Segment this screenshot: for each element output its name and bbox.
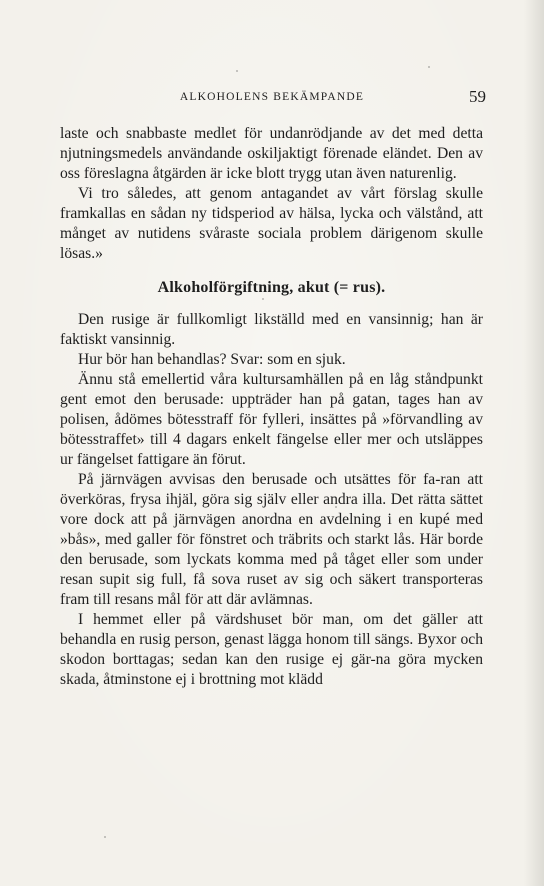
paper-speck (104, 836, 106, 838)
paragraph: Den rusige är fullkomligt likställd med en vansinnig; han är faktiskt vansinnig. (60, 311, 483, 348)
paragraph: Ännu stå emellertid våra kultursamhällen på en låg ståndpunkt gent emot den berusade: uppträder han på gatan, tages han av polisen, ådömes bötesstraff för fylleri, insättes på »förvandling av bötesstraffet» till 4 dagars enkelt fängelse eller mer och utsläppes ur fängelset fattigare än förut. (60, 371, 483, 468)
page-edge-shadow (524, 0, 544, 886)
running-head (0, 87, 544, 109)
paper-speck (236, 70, 238, 72)
paper-speck (428, 66, 430, 68)
paragraph: Hur bör han behandlas? Svar: som en sjuk. (78, 351, 346, 368)
paper-speck (262, 298, 264, 300)
running-title: ALKOHOLENS BEKÄMPANDE (179, 91, 365, 103)
section-heading: Alkoholförgiftning, akut (= rus). (157, 279, 386, 296)
paragraph: I hemmet eller på värdshuset bör man, om det gäller att behandla en rusig person, genast lägga honom till sängs. Byxor och skodon borttagas; sedan kan den rusige ej gär-na göra mycken skada, åtminstone ej i brottning mot klädd (60, 611, 483, 688)
page-number: 59 (469, 87, 486, 106)
page-body (60, 124, 483, 690)
paragraph-continued: laste och snabbaste medlet för undanrödjande av det med detta njutningsmedels användande oskiljaktigt förenade eländet. Den av oss föreslagna åtgärden är icke blott trygg utan även naturenlig. (60, 125, 483, 182)
paper-speck (335, 506, 337, 508)
paragraph: På järnvägen avvisas den berusade och utsättes för fa-ran att överköras, frysa ihjäl, göra sig själv eller andra illa. Det rätta sättet vore dock att på järnvägen anordna en avdelning i en kupé med »bås», med galler för fönstret och träbrits och starkt lås. Här borde den berusade, som lyckats komma med på tåget eller som under resan supit sig full, få sova ruset av sig och säkert transporteras fram till resans mål för att där avlämnas. (60, 471, 483, 608)
paragraph: Vi tro således, att genom antagandet av vårt förslag skulle framkallas en sådan ny tidsperiod av hälsa, lycka och välstånd, att månget av nutidens svåraste sociala problem därigenom skulle lösas.» (60, 185, 483, 262)
